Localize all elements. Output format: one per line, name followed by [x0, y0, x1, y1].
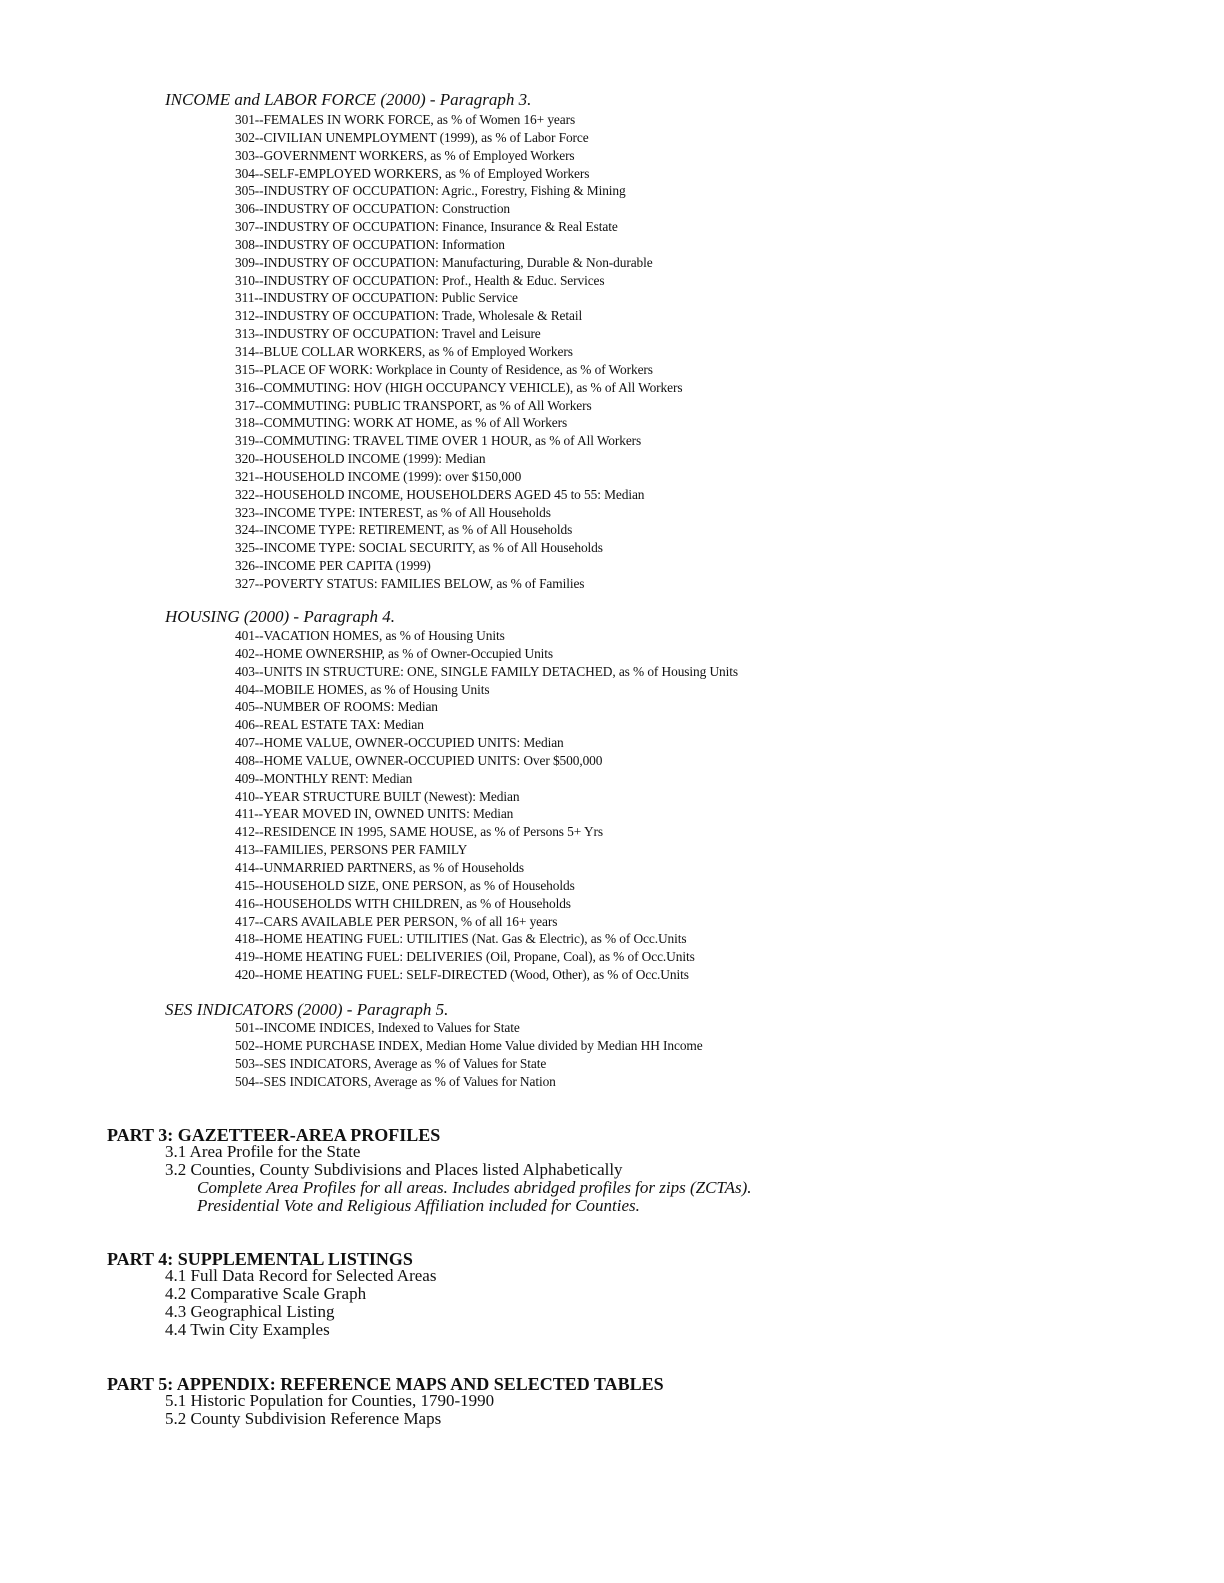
- list-item: 3.2 Counties, County Subdivisions and Places listed Alphabetically: [165, 1160, 623, 1179]
- list-item: 5.1 Historic Population for Counties, 1790-1990: [165, 1391, 495, 1410]
- income-labor-list: [235, 111, 682, 593]
- section-heading-income-labor: INCOME and LABOR FORCE (2000) - Paragraph 3.: [165, 90, 532, 109]
- list-item: 502--HOME PURCHASE INDEX, Median Home Value divided by Median HH Income: [235, 1037, 703, 1053]
- list-item: 313--INDUSTRY OF OCCUPATION: Travel and Leisure: [235, 326, 541, 342]
- part3-note: Complete Area Profiles for all areas. Includes abridged profiles for zips (ZCTAs).: [197, 1178, 752, 1197]
- list-item: 5.2 County Subdivision Reference Maps: [165, 1409, 442, 1428]
- list-item: 323--INCOME TYPE: INTEREST, as % of All Households: [235, 504, 551, 520]
- list-item: 303--GOVERNMENT WORKERS, as % of Employed Workers: [235, 147, 575, 163]
- list-item: 327--POVERTY STATUS: FAMILIES BELOW, as % of Families: [235, 575, 585, 591]
- list-item: 324--INCOME TYPE: RETIREMENT, as % of All Households: [235, 522, 573, 538]
- list-item: 409--MONTHLY RENT: Median: [235, 770, 413, 786]
- list-item: 306--INDUSTRY OF OCCUPATION: Construction: [235, 201, 511, 217]
- part3-heading: PART 3: GAZETTEER-AREA PROFILES: [107, 1125, 441, 1145]
- list-item: 315--PLACE OF WORK: Workplace in County of Residence, as % of Workers: [235, 361, 653, 377]
- list-item: 305--INDUSTRY OF OCCUPATION: Agric., Forestry, Fishing & Mining: [235, 183, 626, 199]
- ses-indicators-list: [235, 1019, 703, 1090]
- list-item: 307--INDUSTRY OF OCCUPATION: Finance, Insurance & Real Estate: [235, 219, 618, 235]
- list-item: 410--YEAR STRUCTURE BUILT (Newest): Median: [235, 788, 520, 804]
- list-item: 314--BLUE COLLAR WORKERS, as % of Employed Workers: [235, 343, 573, 359]
- list-item: 325--INCOME TYPE: SOCIAL SECURITY, as % of All Households: [235, 540, 603, 556]
- section-heading-housing: HOUSING (2000) - Paragraph 4.: [165, 607, 395, 626]
- list-item: 401--VACATION HOMES, as % of Housing Units: [235, 628, 505, 643]
- list-item: 413--FAMILIES, PERSONS PER FAMILY: [235, 842, 468, 858]
- list-item: 310--INDUSTRY OF OCCUPATION: Prof., Health & Educ. Services: [235, 272, 605, 288]
- list-item: 316--COMMUTING: HOV (HIGH OCCUPANCY VEHICLE), as % of All Workers: [235, 379, 683, 395]
- part4-heading: PART 4: SUPPLEMENTAL LISTINGS: [107, 1249, 413, 1269]
- list-item: 406--REAL ESTATE TAX: Median: [235, 717, 424, 733]
- list-item: 405--NUMBER OF ROOMS: Median: [235, 699, 438, 715]
- list-item: 302--CIVILIAN UNEMPLOYMENT (1999), as % of Labor Force: [235, 129, 589, 145]
- part3-note: Presidential Vote and Religious Affiliation included for Counties.: [197, 1196, 640, 1215]
- list-item: 326--INCOME PER CAPITA (1999): [235, 558, 431, 574]
- list-item: 503--SES INDICATORS, Average as % of Values for State: [235, 1055, 547, 1071]
- part3-list: [165, 1143, 623, 1179]
- part5-list: [165, 1392, 494, 1428]
- list-item: 416--HOUSEHOLDS WITH CHILDREN, as % of Households: [235, 895, 571, 911]
- list-item: 412--RESIDENCE IN 1995, SAME HOUSE, as % of Persons 5+ Yrs: [235, 824, 603, 840]
- list-item: 4.3 Geographical Listing: [165, 1302, 335, 1321]
- list-item: 504--SES INDICATORS, Average as % of Values for Nation: [235, 1073, 556, 1089]
- list-item: 321--HOUSEHOLD INCOME (1999): over $150,000: [235, 468, 522, 484]
- part4-list: [165, 1267, 436, 1339]
- list-item: 312--INDUSTRY OF OCCUPATION: Trade, Wholesale & Retail: [235, 308, 583, 324]
- list-item: 408--HOME VALUE, OWNER-OCCUPIED UNITS: Over $500,000: [235, 752, 603, 768]
- housing-list: [235, 627, 738, 984]
- list-item: 419--HOME HEATING FUEL: DELIVERIES (Oil, Propane, Coal), as % of Occ.Units: [235, 949, 695, 965]
- list-item: 317--COMMUTING: PUBLIC TRANSPORT, as % of All Workers: [235, 397, 592, 413]
- list-item: 3.1 Area Profile for the State: [165, 1142, 361, 1161]
- list-item: 4.4 Twin City Examples: [165, 1320, 330, 1339]
- list-item: 322--HOUSEHOLD INCOME, HOUSEHOLDERS AGED 45 to 55: Median: [235, 486, 645, 502]
- list-item: 301--FEMALES IN WORK FORCE, as % of Women 16+ years: [235, 112, 576, 127]
- list-item: 304--SELF-EMPLOYED WORKERS, as % of Employed Workers: [235, 165, 590, 181]
- list-item: 420--HOME HEATING FUEL: SELF-DIRECTED (Wood, Other), as % of Occ.Units: [235, 967, 689, 983]
- list-item: 319--COMMUTING: TRAVEL TIME OVER 1 HOUR, as % of All Workers: [235, 433, 642, 449]
- part5-heading: PART 5: APPENDIX: REFERENCE MAPS AND SELECTED TABLES: [107, 1374, 664, 1394]
- list-item: 501--INCOME INDICES, Indexed to Values for State: [235, 1020, 520, 1035]
- list-item: 402--HOME OWNERSHIP, as % of Owner-Occupied Units: [235, 645, 554, 661]
- list-item: 311--INDUSTRY OF OCCUPATION: Public Service: [235, 290, 518, 306]
- list-item: 4.2 Comparative Scale Graph: [165, 1284, 367, 1303]
- section-heading-ses-indicators: SES INDICATORS (2000) - Paragraph 5.: [165, 1000, 449, 1019]
- list-item: 320--HOUSEHOLD INCOME (1999): Median: [235, 451, 486, 467]
- list-item: 417--CARS AVAILABLE PER PERSON, % of all 16+ years: [235, 913, 558, 929]
- list-item: 318--COMMUTING: WORK AT HOME, as % of All Workers: [235, 415, 568, 431]
- list-item: 308--INDUSTRY OF OCCUPATION: Information: [235, 236, 505, 252]
- list-item: 414--UNMARRIED PARTNERS, as % of Households: [235, 859, 524, 875]
- list-item: 415--HOUSEHOLD SIZE, ONE PERSON, as % of Households: [235, 877, 575, 893]
- list-item: 309--INDUSTRY OF OCCUPATION: Manufacturing, Durable & Non-durable: [235, 254, 653, 270]
- list-item: 4.1 Full Data Record for Selected Areas: [165, 1266, 437, 1285]
- list-item: 403--UNITS IN STRUCTURE: ONE, SINGLE FAMILY DETACHED, as % of Housing Units: [235, 663, 738, 679]
- list-item: 418--HOME HEATING FUEL: UTILITIES (Nat. Gas & Electric), as % of Occ.Units: [235, 931, 687, 947]
- list-item: 404--MOBILE HOMES, as % of Housing Units: [235, 681, 490, 697]
- list-item: 407--HOME VALUE, OWNER-OCCUPIED UNITS: Median: [235, 735, 564, 751]
- list-item: 411--YEAR MOVED IN, OWNED UNITS: Median: [235, 806, 514, 822]
